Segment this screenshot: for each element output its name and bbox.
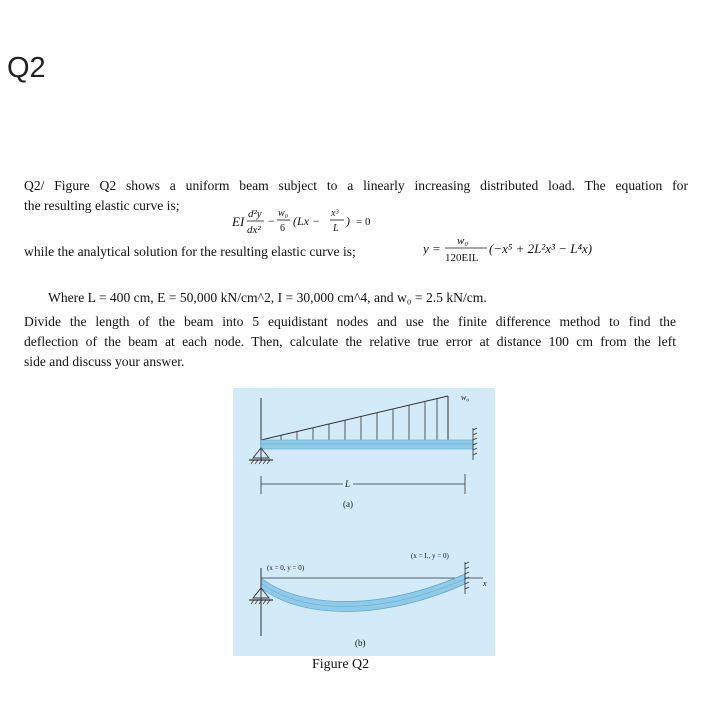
left-boundary-condition: (x = 0, y = 0) (267, 564, 305, 572)
length-label: L (345, 479, 351, 489)
deflection-diagram (249, 552, 487, 648)
eq1-minus: − (268, 214, 275, 228)
intro-line-1: Q2/ Figure Q2 shows a uniform beam subject to a linearly increasing distributed load. The equation for (24, 178, 688, 193)
length-dimension (261, 474, 465, 494)
elastic-curve-equation (232, 205, 412, 237)
beam-diagram (233, 388, 495, 656)
eq1-dx2: dx² (247, 224, 261, 236)
task-line-2: deflection of the beam at each node. Then, calculate the relative true error at distance 100 cm from the left (24, 334, 676, 349)
eq2-denominator: 120EIL (445, 252, 479, 264)
eq1-ei: EI (232, 214, 245, 229)
task-description (24, 312, 676, 372)
eq2-polynomial: (−x⁵ + 2L²x³ − L⁴x) (489, 241, 593, 256)
subfigure-a-label: (a) (343, 499, 353, 509)
eq2-y: y = (423, 241, 441, 256)
task-line-1: Divide the length of the beam into 5 equidistant nodes and use the finite difference method to find the (24, 314, 676, 329)
eq2-w0: w₀ (457, 235, 469, 247)
eq1-x3: x³ (331, 208, 339, 219)
task-line-3: side and discuss your answer. (24, 354, 185, 369)
distributed-load-arrows (281, 399, 437, 440)
eq1-l: L (333, 223, 339, 234)
fixed-wall-right-a (473, 428, 477, 460)
eq1-equals-zero: = 0 (356, 216, 371, 228)
eq1-lx: (Lx − (293, 214, 321, 228)
given-values: Where L = 400 cm, E = 50,000 kN/cm^2, I = 30,000 cm^4, and w₀ = 2.5 kN/cm. (48, 290, 487, 305)
eq1-w0: w₀ (278, 208, 289, 219)
solution-intro: while the analytical solution for the resulting elastic curve is; (24, 244, 356, 259)
question-heading: Q2 (7, 52, 46, 84)
subfigure-b-label: (b) (355, 638, 366, 648)
eq1-d2y: d²y (248, 208, 262, 220)
intro-line-2: the resulting elastic curve is; (24, 198, 180, 213)
beam-figure (233, 388, 495, 656)
figure-caption: Figure Q2 (312, 657, 370, 672)
analytical-solution-equation (423, 233, 653, 265)
right-boundary-condition: (x = L, y = 0) (411, 552, 449, 560)
x-axis-label: x (483, 579, 487, 588)
loading-diagram (249, 393, 477, 509)
beam-a (261, 440, 473, 449)
eq1-close: ) (346, 214, 350, 228)
w0-label: w₀ (461, 393, 470, 402)
eq1-six: 6 (280, 223, 285, 234)
